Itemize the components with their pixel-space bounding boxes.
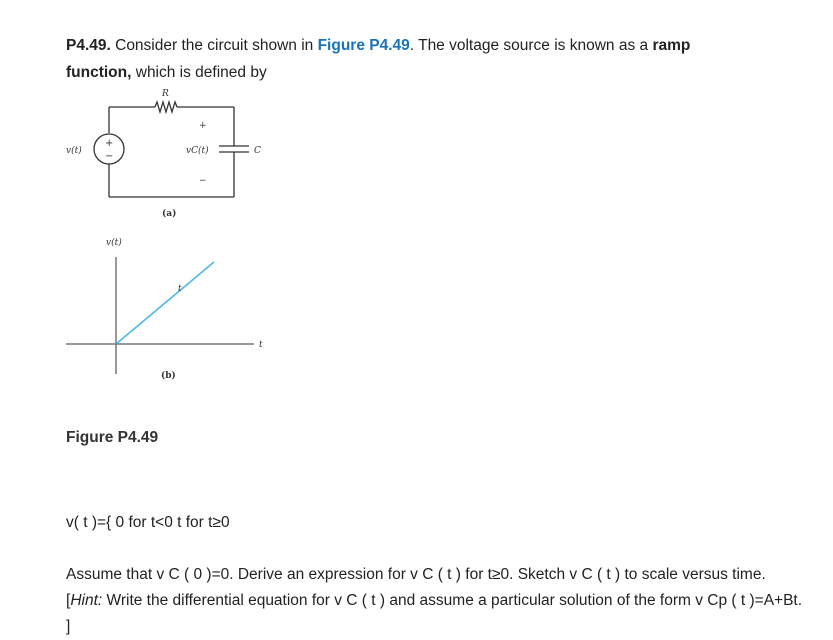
source-voltage-label: v(t): [66, 146, 82, 156]
source-plus-sign: +: [105, 138, 114, 149]
subfigure-a-label: (a): [162, 209, 177, 219]
source-minus-sign: −: [105, 151, 114, 162]
circuit-diagram: [94, 102, 249, 197]
question-part-2: Write the differential equation for: [102, 592, 335, 609]
ramp-definition: v( t )={ 0 for t<0 t for t≥0: [66, 514, 230, 531]
figure-p4-49: [30, 85, 290, 395]
figure-link[interactable]: Figure P4.49: [317, 37, 410, 54]
problem-text-2: . The voltage source is known as a: [409, 37, 653, 54]
question-text: [66, 562, 806, 640]
figure-svg: [30, 85, 290, 395]
ramp-line: [116, 262, 214, 344]
ramp-graph: [66, 257, 254, 374]
question-vct: v C ( t ): [334, 592, 386, 609]
problem-text-1: Consider the circuit shown in: [110, 37, 318, 54]
problem-text-3: which is defined by: [131, 64, 267, 81]
capacitor-voltage-label: vC(t): [186, 146, 209, 156]
graph-y-axis-label: v(t): [106, 238, 122, 248]
question-part-3: and assume a particular solution of the form v Cp ( t )=A+Bt. ]: [66, 592, 803, 635]
capacitor-plus-sign: +: [199, 121, 207, 131]
function-term: function,: [66, 64, 132, 81]
capacitor-label: C: [254, 146, 261, 156]
figure-caption: Figure P4.49: [66, 429, 159, 446]
resistor-symbol: [155, 102, 177, 112]
problem-statement: [66, 32, 786, 86]
question-part-1: Assume that v C ( 0 )=0. Derive an expression for v C ( t ) for t≥0. Sketch v C ( t ) to scale versus time. [: [66, 566, 766, 609]
resistor-label: R: [162, 89, 169, 99]
capacitor-minus-sign: −: [199, 176, 207, 186]
graph-x-axis-label: t: [259, 340, 263, 350]
ramp-term: ramp: [652, 37, 691, 54]
hint-label: Hint:: [70, 592, 103, 609]
problem-number: P4.49.: [66, 37, 111, 54]
ramp-slope-label: t: [178, 284, 182, 294]
subfigure-b-label: (b): [161, 371, 176, 381]
